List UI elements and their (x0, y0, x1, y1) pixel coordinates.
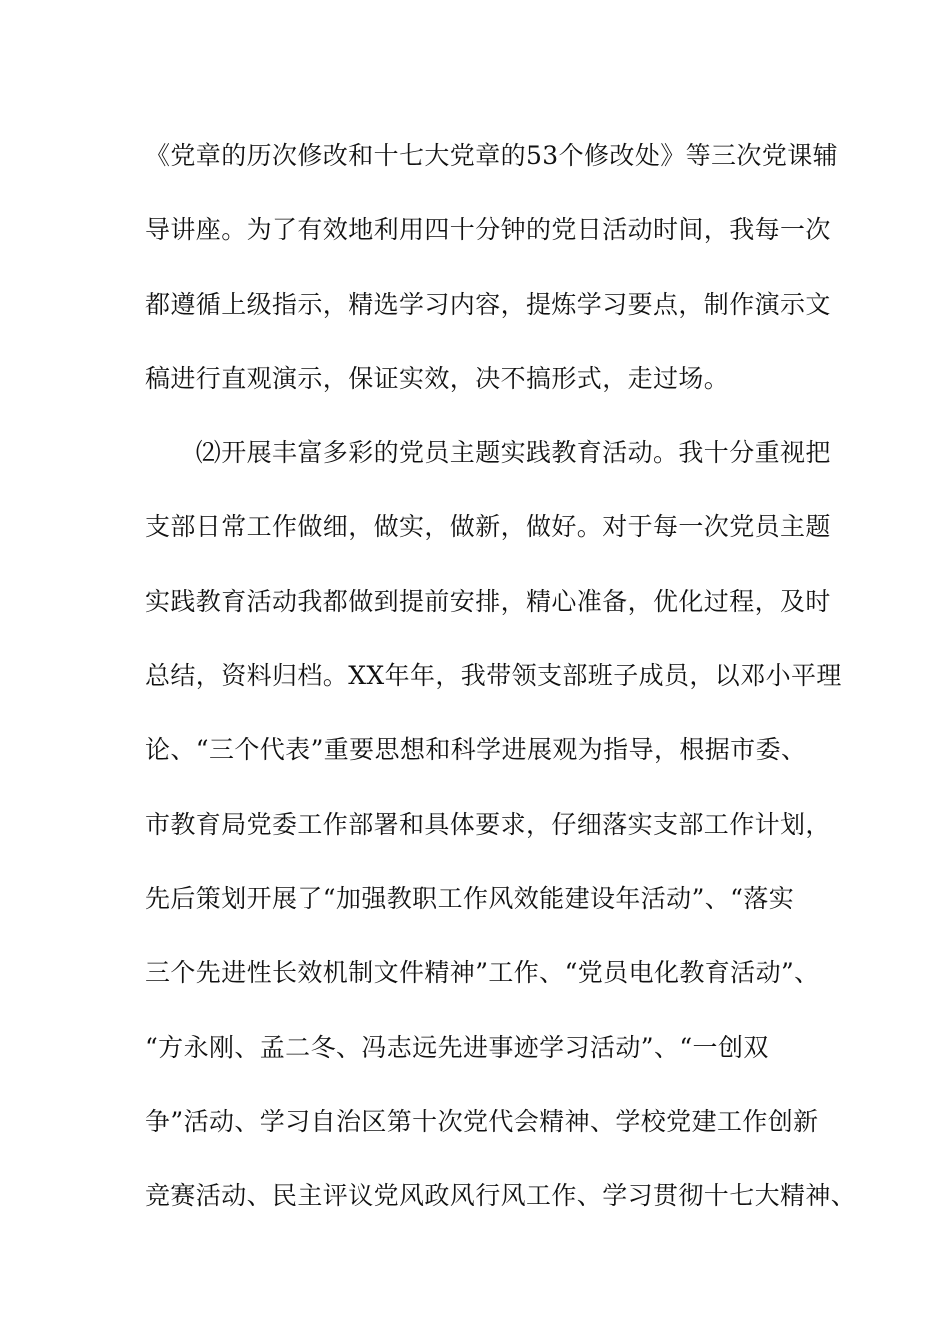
text-line: “方永刚、孟二冬、冯志远先进事迹学习活动”、“一创双 (145, 1032, 769, 1062)
text-line: 总结，资料归档。XX年年，我带领支部班子成员，以邓小平理 (145, 661, 842, 691)
text-line: 论、“三个代表”重要思想和科学进展观为指导，根据市委、 (145, 735, 807, 765)
text-line: 都遵循上级指示，精选学习内容，提炼学习要点，制作演示文 (145, 289, 831, 319)
text-line: 竞赛活动、民主评议党风政风行风工作、学习贯彻十七大精神、 (145, 1181, 857, 1211)
text-line: 实践教育活动我都做到提前安排，精心准备，优化过程，及时 (145, 586, 831, 616)
text-line: 三个先进性长效机制文件精神”工作、“党员电化教育活动”、 (145, 958, 820, 988)
text-line: 《党章的历次修改和十七大党章的53个修改处》等三次党课辅 (145, 141, 839, 170)
text-line: ⑵开展丰富多彩的党员主题实践教育活动。我十分重视把 (145, 438, 831, 468)
text-line: 先后策划开展了“加强教职工作风效能建设年活动”、“落实 (145, 883, 795, 913)
text-line: 导讲座。为了有效地利用四十分钟的党日活动时间，我每一次 (145, 215, 831, 245)
text-line: 市教育局党委工作部署和具体要求，仔细落实支部工作计划， (145, 809, 831, 839)
text-line: 争”活动、学习自治区第十次党代会精神、学校党建工作创新 (145, 1106, 819, 1136)
body-text (145, 132, 857, 1246)
text-line: 支部日常工作做细，做实，做新，做好。对于每一次党员主题 (145, 512, 831, 542)
text-line: 稿进行直观演示，保证实效，决不搞形式，走过场。 (145, 363, 730, 393)
